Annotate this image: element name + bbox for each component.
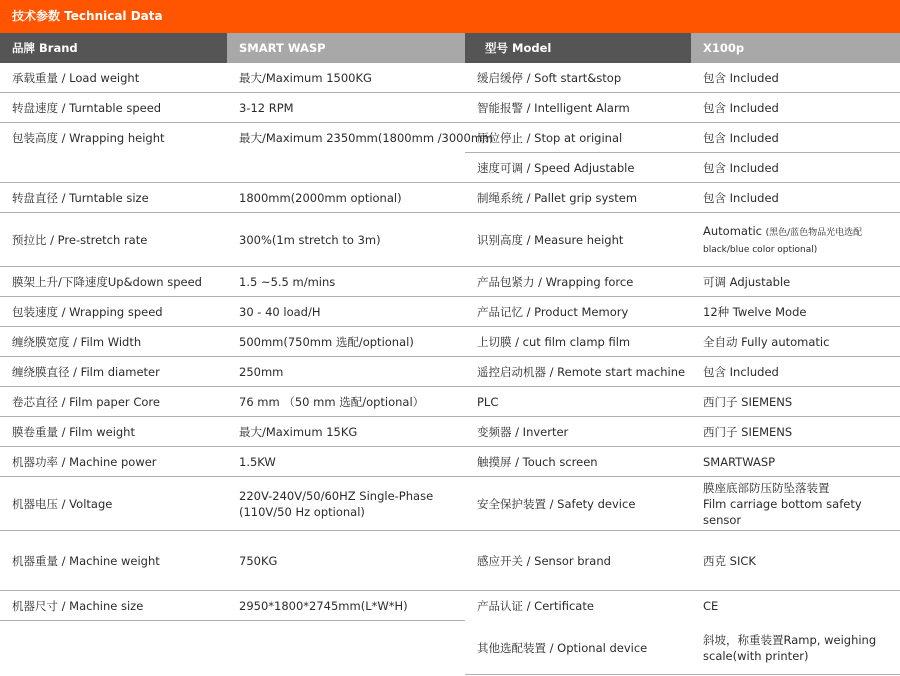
spec-label: 包装速度 / Wrapping speed: [12, 305, 163, 319]
feature-value: CE: [703, 599, 719, 613]
spec-label: 膜卷重量 / Film weight: [12, 425, 135, 439]
feature-value: 西门子 SIEMENS: [703, 395, 793, 409]
spec-value: 2950*1800*2745mm(L*W*H): [239, 599, 408, 613]
feature-label: 智能报警 / Intelligent Alarm: [477, 101, 630, 115]
feature-value: [691, 621, 900, 675]
feature-value-main: Automatic: [703, 224, 762, 238]
model-label: 型号 Model: [465, 33, 691, 63]
spec-label: 转盘速度 / Turntable speed: [12, 101, 162, 115]
spec-value: 最大/Maximum 15KG: [239, 425, 358, 439]
feature-value: 包含 Included: [703, 365, 779, 379]
table-row: [0, 387, 900, 417]
feature-value: 包含 Included: [703, 191, 779, 205]
table-row: [0, 591, 900, 621]
table-row: [0, 93, 900, 123]
feature-value: 可调 Adjustable: [703, 275, 791, 289]
spec-value: 1.5 ~5.5 m/mins: [239, 275, 336, 289]
title-bar: [0, 0, 900, 33]
feature-label: 变频器 / Inverter: [477, 425, 569, 439]
feature-label: 速度可调 / Speed Adjustable: [477, 161, 635, 175]
table-row: [0, 297, 900, 327]
spec-label: 机器尺寸 / Machine size: [12, 599, 144, 613]
feature-value: 包含 Included: [703, 71, 779, 85]
feature-value: 西门子 SIEMENS: [703, 425, 793, 439]
header-row: [0, 33, 900, 63]
table-row: [0, 123, 900, 153]
feature-label: 感应开关 / Sensor brand: [477, 554, 611, 568]
feature-value: [691, 213, 900, 267]
feature-value-line2: scale(with printer): [703, 649, 809, 663]
feature-value: SMARTWASP: [703, 455, 776, 469]
feature-value: 包含 Included: [703, 101, 779, 115]
feature-label: 产品认证 / Certificate: [477, 599, 594, 613]
spec-value: 300%(1m stretch to 3m): [239, 233, 381, 247]
spec-value: 500mm(750mm 选配/optional): [239, 335, 414, 349]
spec-label: 机器重量 / Machine weight: [12, 554, 160, 568]
table-row: [0, 417, 900, 447]
spec-value: [227, 477, 465, 531]
spec-label: 卷芯直径 / Film paper Core: [12, 395, 160, 409]
feature-label: 制绳系统 / Pallet grip system: [477, 191, 638, 205]
spec-table: [0, 63, 900, 675]
spec-label: 机器电压 / Voltage: [12, 497, 113, 511]
spec-value: 30 - 40 load/H: [239, 305, 321, 319]
spec-value: 最大/Maximum 1500KG: [239, 71, 372, 85]
brand-label: 品牌 Brand: [0, 33, 227, 63]
feature-label: 上切膜 / cut film clamp film: [477, 335, 631, 349]
feature-label: 原位停止 / Stop at original: [477, 131, 623, 145]
spec-label: 预拉比 / Pre-stretch rate: [12, 233, 148, 247]
feature-value: [691, 477, 900, 531]
spec-value-line1: 220V-240V/50/60HZ Single-Phase: [239, 489, 434, 503]
feature-label: 缓启缓停 / Soft start&stop: [477, 71, 622, 85]
spec-label: 包装高度 / Wrapping height: [12, 131, 165, 145]
spec-label: 缠绕膜宽度 / Film Width: [12, 335, 142, 349]
table-row: [0, 183, 900, 213]
feature-value: 包含 Included: [703, 161, 779, 175]
table-row: [0, 531, 900, 591]
feature-label: 产品包紧力 / Wrapping force: [477, 275, 634, 289]
spec-value-line2: (110V/50 Hz optional): [239, 505, 365, 519]
feature-value-note: (黑色/蓝色物品光电选配black/blue color optional): [703, 228, 863, 255]
spec-label: 承载重量 / Load weight: [12, 71, 140, 85]
feature-label: PLC: [477, 395, 499, 409]
spec-value: 1.5KW: [239, 455, 276, 469]
feature-value-line1: 斜坡，称重装置Ramp, weighing: [703, 633, 877, 647]
feature-value: 包含 Included: [703, 131, 779, 145]
spec-value: 3-12 RPM: [239, 101, 294, 115]
spec-value: 750KG: [239, 554, 278, 568]
model-value: X100p: [691, 33, 900, 63]
feature-label: 产品记忆 / Product Memory: [477, 305, 629, 319]
feature-value: 全自动 Fully automatic: [703, 335, 830, 349]
feature-label: 遥控启动机器 / Remote start machine: [477, 365, 686, 379]
table-row: [0, 153, 900, 183]
feature-label: 安全保护装置 / Safety device: [477, 497, 636, 511]
brand-value: SMART WASP: [227, 33, 465, 63]
table-row: [0, 447, 900, 477]
spec-label: 膜架上升/下降速度Up&down speed: [12, 275, 202, 289]
spec-label: 缠绕膜直径 / Film diameter: [12, 365, 160, 379]
spec-value: [227, 621, 465, 675]
spec-value: [227, 153, 465, 183]
table-row: [0, 213, 900, 267]
feature-value: 12种 Twelve Mode: [703, 305, 807, 319]
page-title: 技术参数 Technical Data: [12, 9, 163, 23]
feature-label: 触摸屏 / Touch screen: [477, 455, 598, 469]
spec-value: 1800mm(2000mm optional): [239, 191, 402, 205]
spec-value: 最大/Maximum 2350mm(1800mm /3000mm: [239, 131, 494, 145]
table-row: [0, 267, 900, 297]
table-row: [0, 477, 900, 531]
feature-label: 识别高度 / Measure height: [477, 233, 624, 247]
spec-label: 转盘直径 / Turntable size: [12, 191, 149, 205]
spec-label: [0, 621, 226, 675]
table-row: [0, 621, 900, 675]
table-row: [0, 357, 900, 387]
spec-label: 机器功率 / Machine power: [12, 455, 157, 469]
table-row: [0, 327, 900, 357]
feature-label: 其他选配装置 / Optional device: [477, 641, 648, 655]
feature-value-line1: 膜座底部防压防坠落装置: [703, 481, 830, 495]
feature-value: 西克 SICK: [703, 554, 756, 568]
feature-value-line2: Film carriage bottom safety sensor: [703, 497, 862, 527]
spec-value: 76 mm （50 mm 选配/optional）: [239, 395, 425, 409]
spec-label: [0, 153, 226, 183]
spec-value: 250mm: [239, 365, 284, 379]
table-row: [0, 63, 900, 93]
